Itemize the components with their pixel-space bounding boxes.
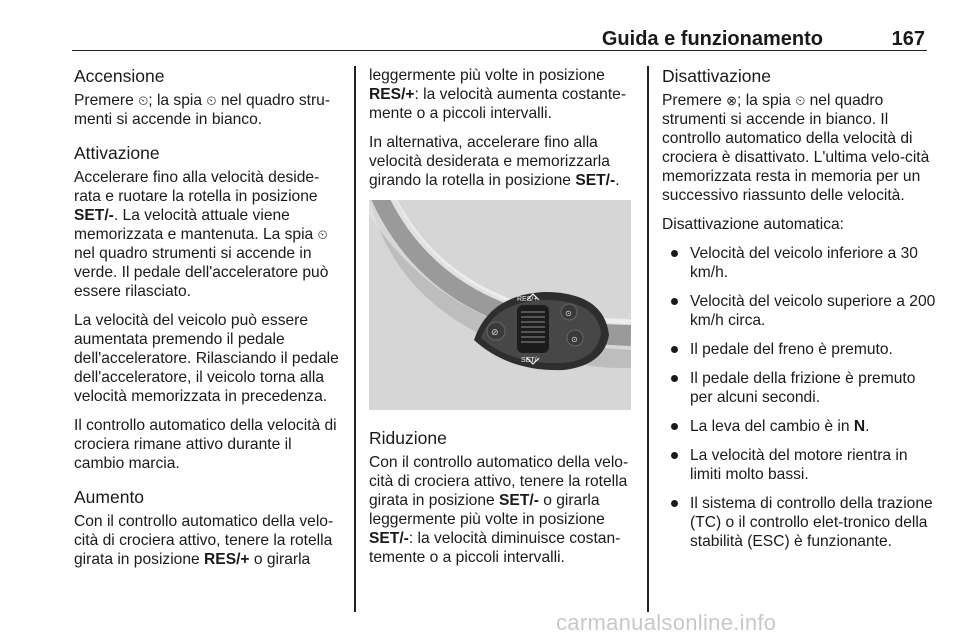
- paragraph-attivazione-2: La velocità del veicolo può essere aumentata premendo il pedale dell'acceleratore. Rilasciando il pedale dell'acceleratore, il veicolo torna alla velocità memorizzata in precedenza.: [74, 312, 339, 405]
- list-item: Velocità del veicolo inferiore a 30 km/h.: [662, 244, 942, 282]
- cruise-icon: ⏲: [795, 93, 806, 108]
- list-item: Il pedale del freno è premuto.: [662, 340, 942, 359]
- section-title: Guida e funzionamento: [601, 28, 823, 50]
- column-2: [369, 66, 631, 577]
- column-1: [74, 66, 344, 579]
- steering-wheel-figure: [369, 200, 631, 410]
- column-divider: [354, 66, 356, 612]
- cruise-icon: ⏲: [138, 93, 149, 108]
- paragraph-attivazione-3: Il controllo automatico della velocità di crociera rimane attivo durante il cambio marcia.: [74, 417, 337, 472]
- paragraph-attivazione-1: Accelerare fino alla velocità deside-rata e ruotare la rotella in posizione SET/-. La velocità attuale viene memorizzata e mantenuta. La spia ⏲ nel quadro strumenti si accende in verde. Il pedale dell'acceleratore può essere rilasciato.: [74, 169, 329, 300]
- svg-text:⊘: ⊘: [491, 328, 499, 338]
- list-item: Velocità del veicolo superiore a 200 km/h circa.: [662, 292, 942, 330]
- column-3: [662, 66, 942, 561]
- list-item: La leva del cambio è in N.: [662, 417, 942, 436]
- page-header: [72, 28, 927, 51]
- paragraph-aumento-cont: leggermente più volte in posizione RES/+: la velocità aumenta costante-mente o a piccoli intervalli.: [369, 67, 627, 122]
- res-label: RES/+: [517, 296, 538, 303]
- heading-aumento: Aumento: [74, 487, 145, 507]
- heading-accensione: Accensione: [74, 66, 165, 86]
- heading-disattivazione: Disattivazione: [662, 66, 771, 86]
- heading-attivazione: Attivazione: [74, 143, 160, 163]
- svg-text:⊙: ⊙: [571, 335, 578, 344]
- list-item: La velocità del motore rientra in limiti molto bassi.: [662, 446, 942, 484]
- watermark: carmanualsonline.info: [556, 610, 777, 635]
- heading-riduzione: Riduzione: [369, 428, 447, 448]
- paragraph-alternativa: In alternativa, accelerare fino alla velocità desiderata e memorizzarla girando la rotella in posizione SET/-.: [369, 134, 620, 189]
- paragraph-disattivazione: Premere ⊗; la spia ⏲ nel quadro strumenti si accende in bianco. Il controllo automatico della velocità di crociera è disattivato. L'ultima velo-cità memorizzata resta in memoria per un successivo riassunto delle velocità.: [662, 92, 930, 204]
- set-label: SET/-: [521, 357, 539, 364]
- steering-wheel-illustration: [369, 200, 631, 410]
- svg-text:⊙: ⊙: [565, 309, 572, 318]
- auto-disattivazione-list: [662, 244, 942, 551]
- list-item: Il pedale della frizione è premuto per alcuni secondi.: [662, 369, 942, 407]
- paragraph-aumento: Con il controllo automatico della velo-cità di crociera attivo, tenere la rotella girata in posizione RES/+ o girarla: [74, 513, 334, 568]
- cruise-icon: ⏲: [206, 93, 217, 108]
- list-item: Il sistema di controllo della trazione (TC) o il controllo elet-tronico della stabilità (ESC) è funzionante.: [662, 494, 942, 551]
- page-number: 167: [891, 28, 925, 50]
- cruise-icon: ⏲: [317, 227, 328, 242]
- column-divider: [647, 66, 649, 612]
- auto-disattivazione-intro: Disattivazione automatica:: [662, 216, 845, 233]
- cruise-off-icon: ⊗: [726, 93, 738, 108]
- paragraph-riduzione: Con il controllo automatico della velo-cità di crociera attivo, tenere la rotella girata in posizione SET/- o girarla leggermente più volte in posizione SET/-: la velocità diminuisce costan-temente o a piccoli intervalli.: [369, 454, 629, 566]
- paragraph-accensione: Premere ⏲; la spia ⏲ nel quadro stru-menti si accende in bianco.: [74, 92, 331, 128]
